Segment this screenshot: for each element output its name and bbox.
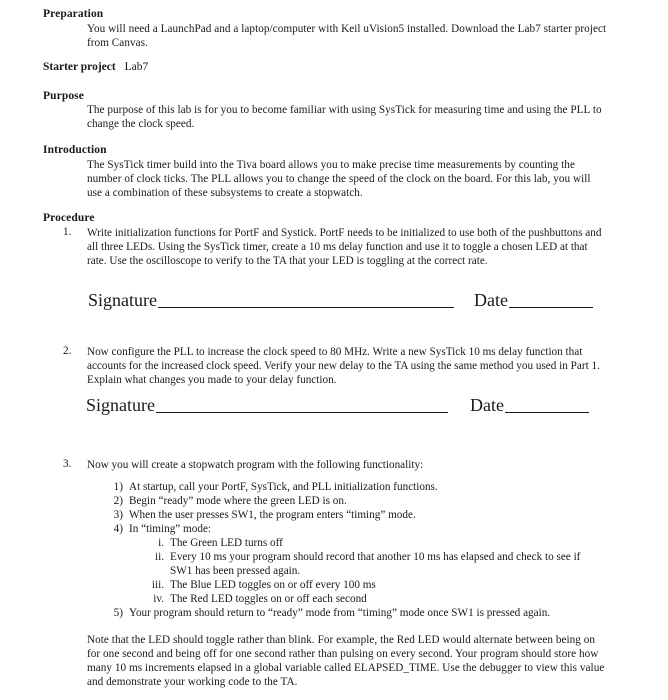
step-3-number: 3. [63, 458, 72, 470]
stopwatch-item-4-text: In “timing” mode: [129, 523, 212, 535]
step-1-number: 1. [63, 226, 72, 238]
date-blank-2[interactable] [505, 411, 589, 413]
stopwatch-item-1-marker: 1) [113, 481, 123, 493]
date-blank-1[interactable] [509, 306, 593, 308]
stopwatch-item-1-text: At startup, call your PortF, SysTick, and PLL initialization functions. [129, 481, 438, 493]
date-label-2: Date [470, 395, 504, 415]
date-line-1 [474, 290, 593, 311]
timing-item-ii-text: Every 10 ms your program should record that another 10 ms has elapsed and check to see if SW1 has been pressed again. [170, 551, 581, 577]
step-1-text: Write initialization functions for PortF and Systick. PortF needs to be initialized to use both of the pushbuttons and all three LEDs. Using the SysTick timer, create a 10 ms delay function and use it to toggle a chosen LED at that rate. Use the oscilloscope to verify to the TA that your LED is toggling at the correct rate. [87, 227, 602, 267]
stopwatch-item-5-text: Your program should return to “ready” mode from “timing” mode once SW1 is pressed again. [129, 607, 551, 619]
step-2-text: Now configure the PLL to increase the clock speed to 80 MHz. Write a new SysTick 10 ms delay function that accounts for the increased clock speed. Verify your new delay to the TA using the same method you used in Part 1. Explain what changes you made to your delay function. [87, 346, 600, 386]
preparation-text: You will need a LaunchPad and a laptop/computer with Keil uVision5 installed. Download the Lab7 starter project from Canvas. [87, 23, 607, 49]
note-text: Note that the LED should toggle rather than blink. For example, the Red LED would alternate between being on for one second and being off for one second rather than pulsing on every second. Your program should store how many 10 ms increments elapsed in a global variable called ELAPSED_TIME. Use the debugger to view this value and demonstrate your working code to the TA. [87, 634, 605, 688]
stopwatch-item-3-marker: 3) [113, 509, 123, 521]
starter-project-label: Starter project [43, 61, 116, 73]
signature-line-2 [86, 395, 448, 416]
step-2-number: 2. [63, 345, 72, 357]
stopwatch-item-3-text: When the user presses SW1, the program enters “timing” mode. [129, 509, 416, 521]
stopwatch-item-4-marker: 4) [113, 523, 123, 535]
step-3-text: Now you will create a stopwatch program with the following functionality: [87, 459, 424, 471]
stopwatch-item-2-marker: 2) [113, 495, 123, 507]
signature-label-2: Signature [86, 395, 155, 415]
timing-item-i-marker: i. [158, 537, 164, 549]
date-line-2 [470, 395, 589, 416]
purpose-heading: Purpose [43, 90, 84, 102]
preparation-heading: Preparation [43, 8, 104, 20]
timing-item-iv-text: The Red LED toggles on or off each second [170, 593, 367, 605]
signature-blank-2[interactable] [156, 411, 448, 413]
stopwatch-item-5-marker: 5) [113, 607, 123, 619]
signature-line-1 [88, 290, 454, 311]
purpose-text: The purpose of this lab is for you to become familiar with using SysTick for measuring time and using the PLL to change the clock speed. [87, 104, 602, 130]
starter-project-value: Lab7 [124, 61, 149, 73]
timing-item-iv-marker: iv. [153, 593, 164, 605]
timing-item-iii-marker: iii. [151, 579, 164, 591]
procedure-heading: Procedure [43, 212, 95, 224]
signature-label-1: Signature [88, 290, 157, 310]
timing-item-iii-text: The Blue LED toggles on or off every 100 ms [170, 579, 376, 591]
signature-blank-1[interactable] [158, 306, 454, 308]
stopwatch-item-2-text: Begin “ready” mode where the green LED is on. [129, 495, 347, 507]
introduction-text: The SysTick timer build into the Tiva board allows you to make precise time measurements by counting the number of clock ticks. The PLL allows you to change the speed of the clock on the board. For this lab, you will use a combination of these subsystems to create a stopwatch. [87, 159, 591, 199]
timing-item-ii-marker: ii. [154, 551, 164, 563]
timing-item-i-text: The Green LED turns off [170, 537, 283, 549]
introduction-heading: Introduction [43, 144, 107, 156]
date-label-1: Date [474, 290, 508, 310]
starter-project-line [43, 61, 148, 73]
